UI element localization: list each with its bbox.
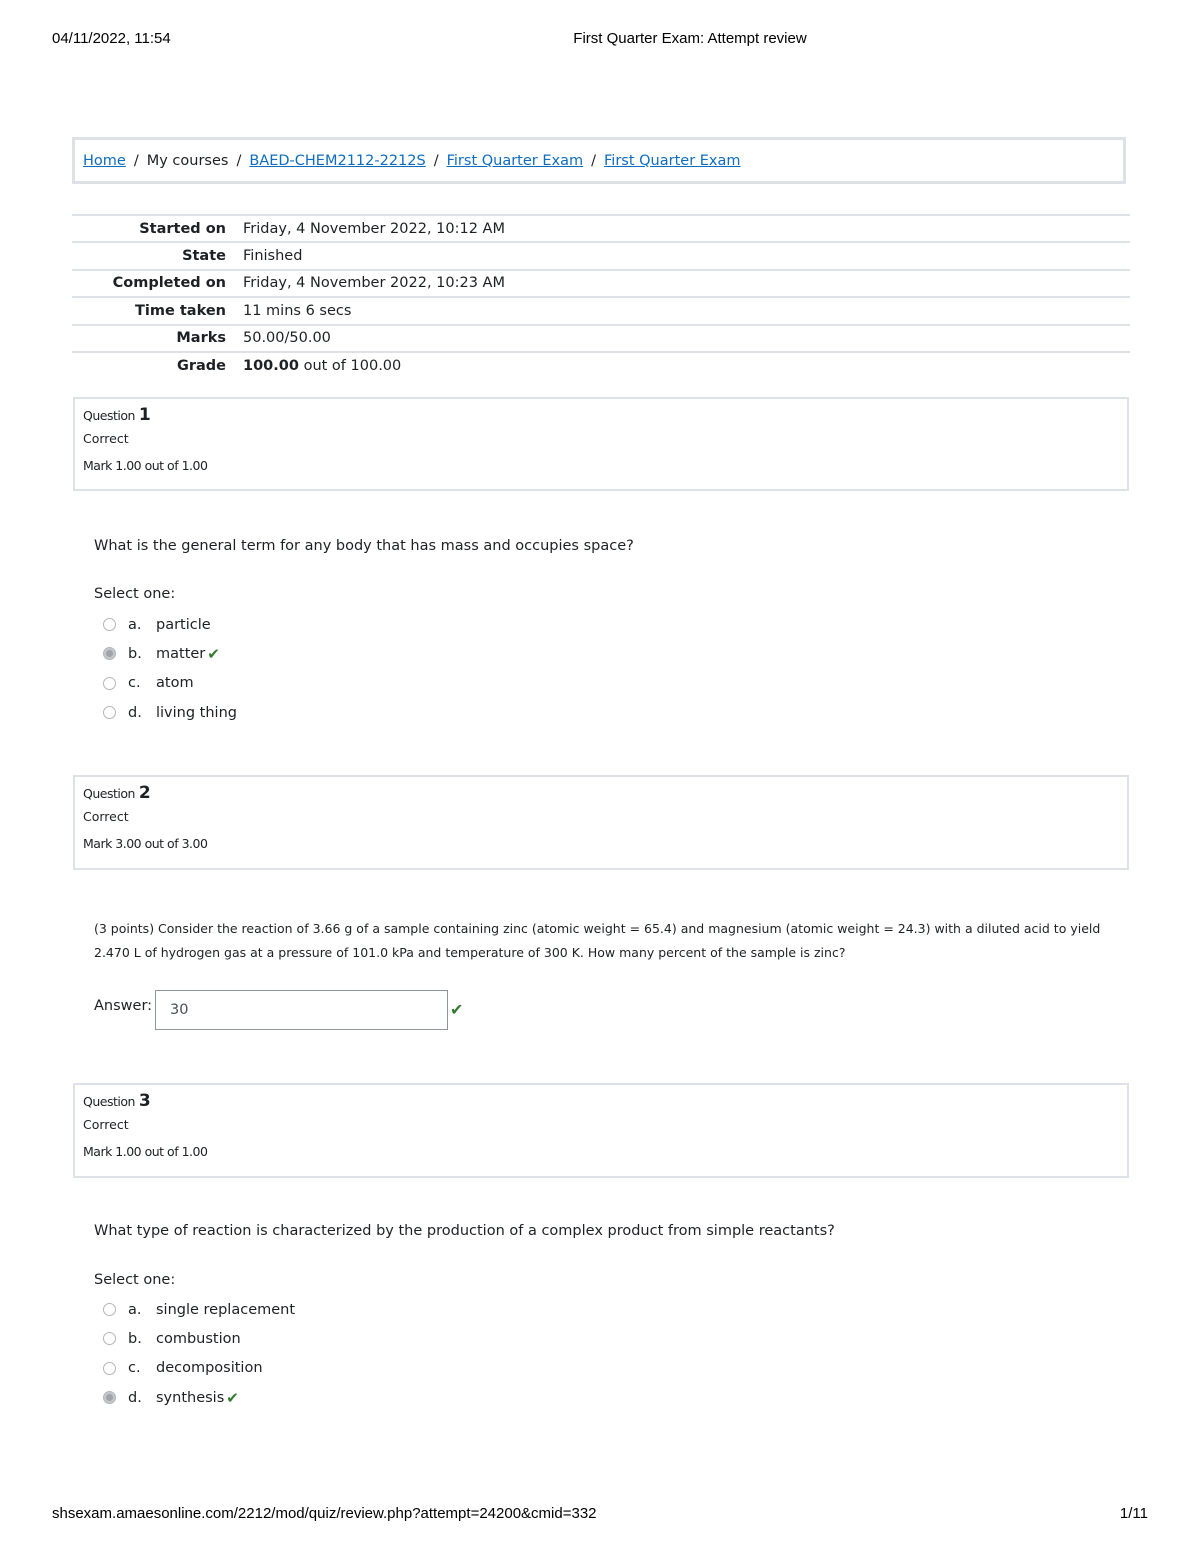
option-text: synthesis (156, 1389, 225, 1406)
print-header (52, 30, 1148, 50)
correct-check-icon: ✔ (450, 1000, 464, 1019)
attempt-summary-table (72, 214, 1130, 378)
breadcrumb-separator: / (433, 152, 439, 169)
option-text: living thing (156, 704, 237, 721)
summary-value: Friday, 4 November 2022, 10:12 AM (243, 220, 505, 237)
summary-value: Finished (243, 248, 303, 265)
question-label: Question (83, 1094, 135, 1109)
radio-button[interactable] (103, 618, 116, 631)
radio-button[interactable] (103, 1332, 116, 1345)
option-c[interactable] (103, 669, 237, 698)
option-b[interactable] (103, 1324, 295, 1353)
radio-button-selected[interactable] (103, 647, 116, 660)
summary-label: Grade (176, 357, 226, 374)
question-state: Correct (83, 1117, 129, 1132)
grade-out-of: out of 100.00 (303, 357, 402, 374)
print-title: First Quarter Exam: Attempt review (573, 30, 807, 47)
answer-input[interactable] (155, 990, 448, 1030)
question-mark: Mark 1.00 out of 1.00 (83, 1144, 208, 1159)
question-label: Question (83, 786, 135, 801)
option-letter: d. (128, 1389, 142, 1406)
option-c[interactable] (103, 1354, 295, 1383)
question-state: Correct (83, 809, 129, 824)
breadcrumb-section-link[interactable]: First Quarter Exam (446, 152, 584, 169)
breadcrumb (72, 137, 1126, 184)
option-a[interactable] (103, 1295, 295, 1324)
question-text-1: What is the general term for any body that has mass and occupies space? (94, 538, 634, 554)
summary-value: 50.00/50.00 (243, 330, 331, 347)
option-letter: a. (128, 1301, 142, 1318)
breadcrumb-separator: / (236, 152, 242, 169)
breadcrumb-course-link[interactable]: BAED-CHEM2112-2212S (249, 152, 426, 169)
option-text: atom (156, 675, 194, 692)
radio-button[interactable] (103, 677, 116, 690)
option-text: decomposition (156, 1360, 263, 1377)
question-info-2 (73, 775, 1129, 870)
option-text: matter (156, 645, 206, 662)
summary-row-time-taken (72, 297, 1130, 324)
radio-button[interactable] (103, 1303, 116, 1316)
summary-value: Friday, 4 November 2022, 10:23 AM (243, 275, 505, 292)
option-d[interactable] (103, 698, 237, 727)
option-a[interactable] (103, 610, 237, 639)
radio-button[interactable] (103, 706, 116, 719)
question-label: Question (83, 408, 135, 423)
breadcrumb-home-link[interactable]: Home (83, 152, 126, 169)
select-one-prompt: Select one: (94, 586, 176, 602)
radio-button-selected[interactable] (103, 1391, 116, 1404)
answer-options-1 (103, 610, 237, 727)
summary-row-marks (72, 325, 1130, 352)
print-footer (52, 1505, 1148, 1525)
option-d[interactable] (103, 1383, 295, 1412)
question-info-1 (73, 397, 1129, 491)
question-state: Correct (83, 431, 129, 446)
print-url: shsexam.amaesonline.com/2212/mod/quiz/review.php?attempt=24200&cmid=332 (52, 1505, 597, 1522)
summary-value: 11 mins 6 secs (243, 302, 352, 319)
option-letter: c. (128, 1360, 141, 1377)
radio-button[interactable] (103, 1362, 116, 1375)
page-number: 1/11 (1119, 1505, 1148, 1522)
summary-label: Time taken (135, 302, 226, 319)
breadcrumb-separator: / (591, 152, 597, 169)
summary-row-started (72, 215, 1130, 242)
summary-value (243, 352, 1130, 378)
option-letter: a. (128, 616, 142, 633)
question-mark: Mark 1.00 out of 1.00 (83, 458, 208, 473)
option-letter: b. (128, 645, 142, 662)
breadcrumb-my-courses: My courses (146, 152, 229, 169)
summary-row-grade (72, 352, 1130, 378)
correct-check-icon: ✔ (207, 644, 220, 663)
question-mark: Mark 3.00 out of 3.00 (83, 836, 208, 851)
option-text: single replacement (156, 1301, 296, 1318)
option-text: combustion (156, 1330, 241, 1347)
question-text-3: What type of reaction is characterized by the production of a complex product from simple reactants? (94, 1223, 835, 1239)
question-number: 1 (138, 405, 151, 425)
summary-row-state (72, 242, 1130, 269)
answer-options-3 (103, 1295, 295, 1412)
option-text: particle (156, 616, 211, 633)
breadcrumb-separator: / (133, 152, 139, 169)
select-one-prompt: Select one: (94, 1272, 176, 1288)
question-text-2: (3 points) Consider the reaction of 3.66 g of a sample containing zinc (atomic weight = 65.4) and magnesium (atomic weight = 24.3) with a diluted acid to yield 2.470 L of hydrogen gas at a pressure of 101.0 kPa and temperature of 300 K. How many percent of the sample is zinc? (94, 921, 1101, 960)
summary-label: Completed on (112, 275, 226, 292)
summary-row-completed (72, 270, 1130, 297)
grade-score: 100.00 (243, 357, 299, 374)
correct-check-icon: ✔ (226, 1388, 239, 1407)
question-number: 3 (138, 1091, 151, 1111)
option-letter: b. (128, 1330, 142, 1347)
option-b[interactable] (103, 639, 237, 668)
print-date: 04/11/2022, 11:54 (52, 30, 171, 47)
option-letter: c. (128, 675, 141, 692)
question-info-3 (73, 1083, 1129, 1178)
summary-label: Started on (139, 220, 226, 237)
summary-label: State (182, 248, 226, 265)
breadcrumb-quiz-link[interactable]: First Quarter Exam (604, 152, 741, 169)
summary-label: Marks (176, 330, 226, 347)
answer-label: Answer: (94, 998, 153, 1014)
option-letter: d. (128, 704, 142, 721)
question-number: 2 (138, 783, 151, 803)
